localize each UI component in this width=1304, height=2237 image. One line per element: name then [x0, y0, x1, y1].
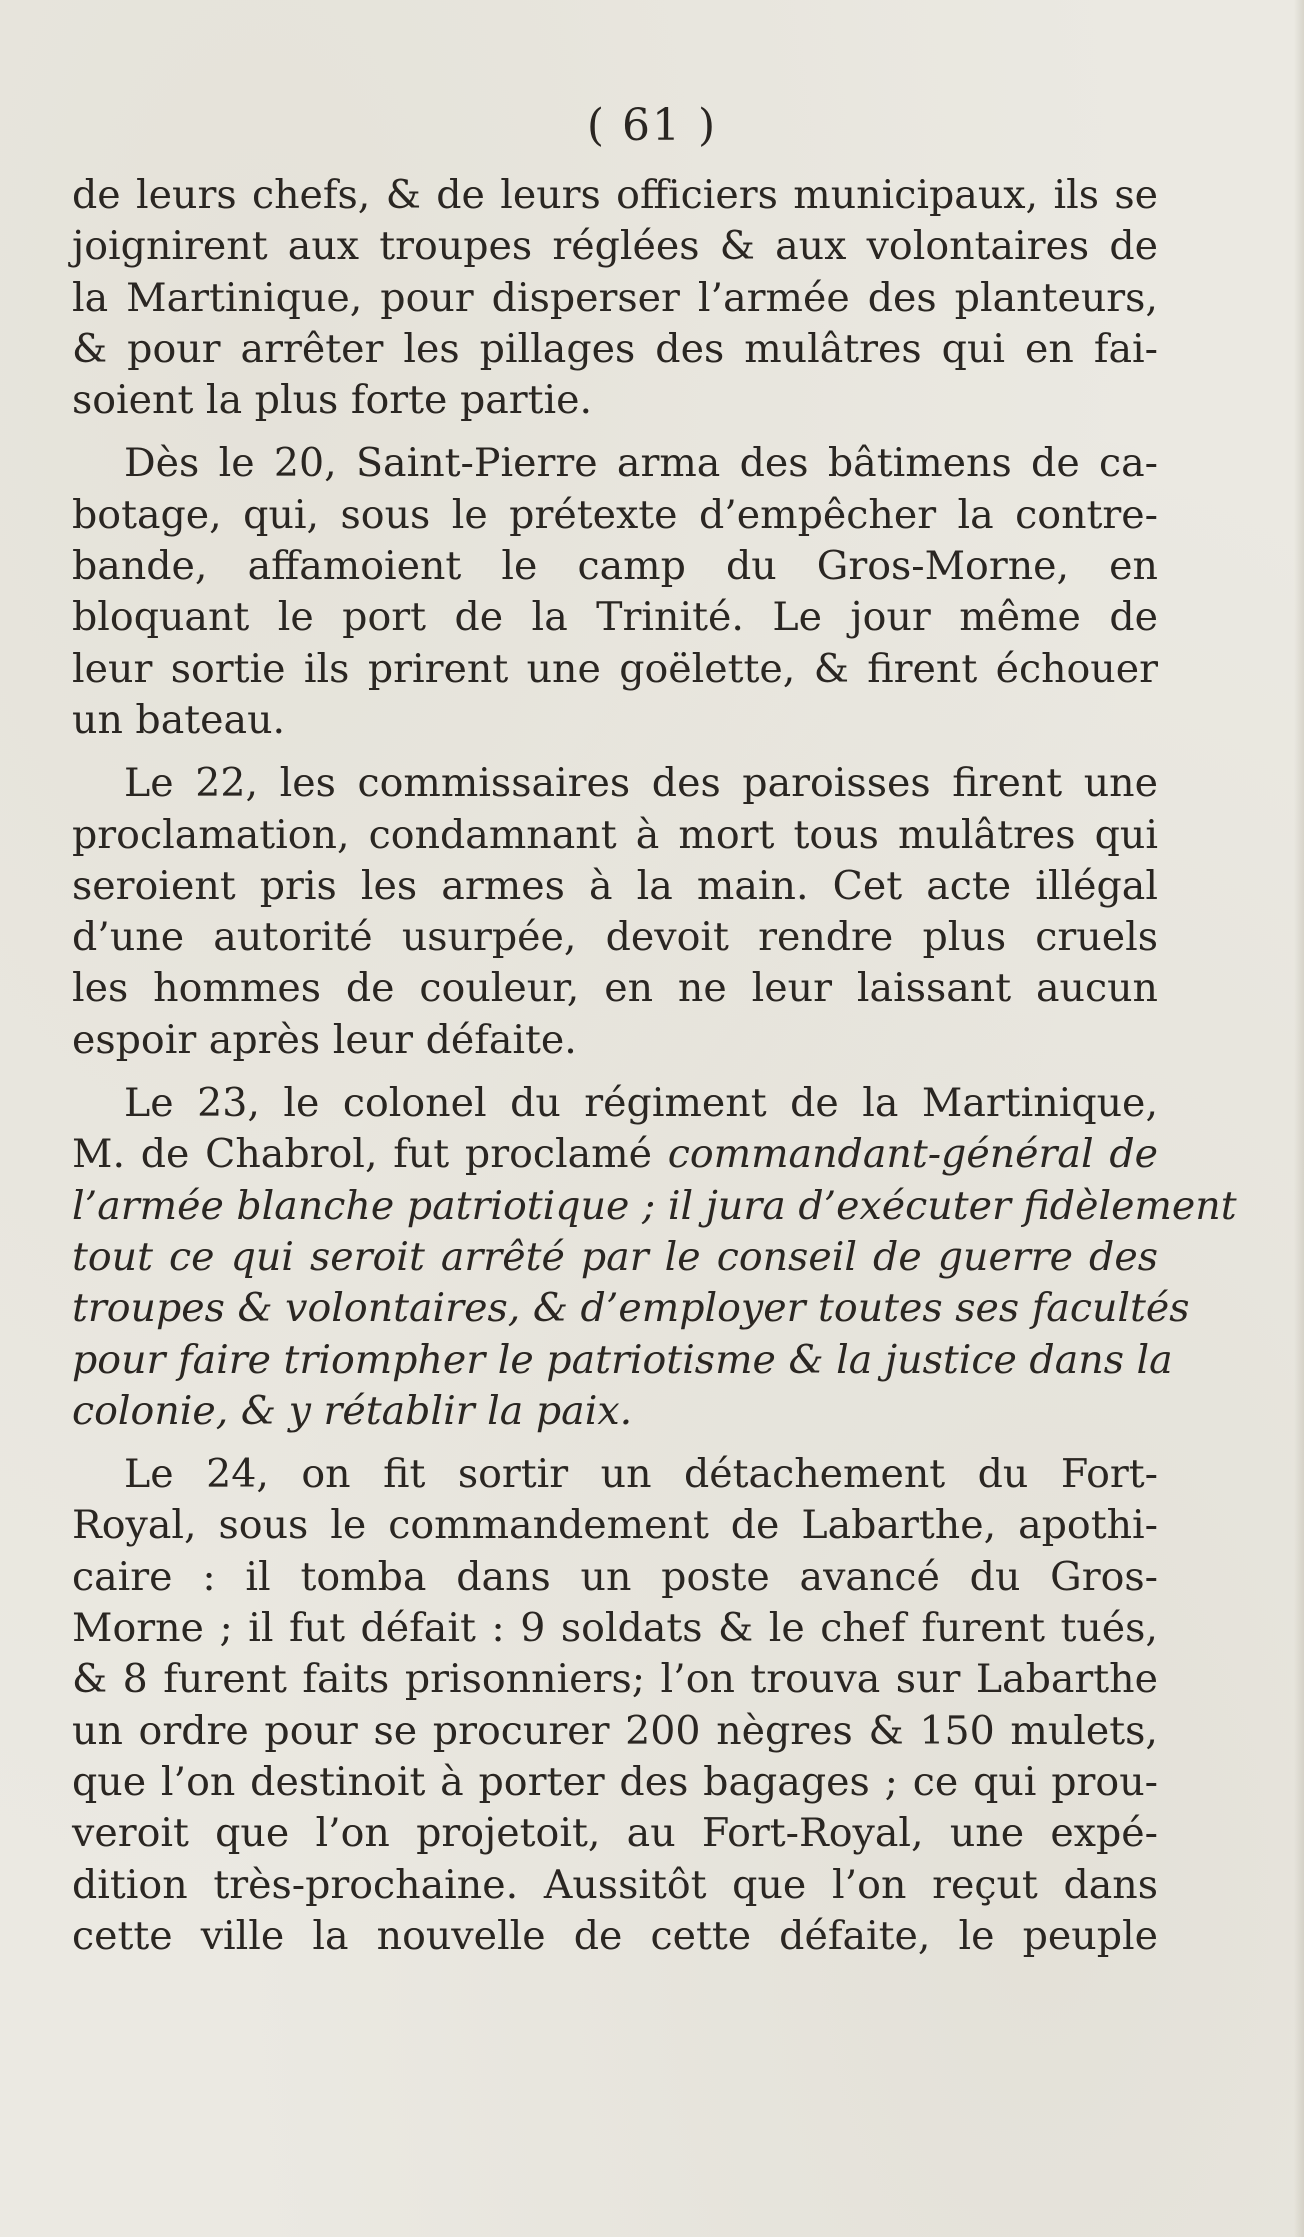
text-line: Morne ; il fut défait : 9 soldats & le chef furent tués, [72, 1605, 1158, 1652]
text-line: Le 24, on fit sortir un détachement du Fort- [124, 1451, 1158, 1498]
text-line-italic: commandant-général de [652, 1131, 1158, 1178]
text-line: botage, qui, sous le prétexte d’empêcher la contre- [72, 491, 1158, 538]
text-line: dition très-prochaine. Aussitôt que l’on reçut dans [72, 1861, 1158, 1908]
text-line: proclamation, condamnant à mort tous mulâtres qui [72, 811, 1158, 858]
text-line-italic: pour faire triompher le patriotisme & la justice dans la [72, 1336, 1173, 1383]
text-line: espoir après leur défaite. [72, 1016, 577, 1063]
text-line: la Martinique, pour disperser l’armée des planteurs, [72, 274, 1158, 321]
text-line: de leurs chefs, & de leurs officiers municipaux, ils se [72, 172, 1158, 218]
text-line: veroit que l’on projetoit, au Fort-Royal, une expé- [72, 1810, 1158, 1857]
text-line: Le 22, les commissaires des paroisses firent une [124, 760, 1158, 807]
text-line: seroient pris les armes à la main. Cet acte illégal [72, 862, 1158, 909]
text-line-italic: colonie, & y rétablir la paix. [72, 1387, 633, 1434]
page-number: ( 61 ) [586, 100, 718, 151]
text-line: & 8 furent faits prisonniers; l’on trouva sur Labarthe [72, 1656, 1158, 1703]
text-line-italic: tout ce qui seroit arrêté par le conseil de guerre des [72, 1233, 1158, 1280]
page-edge-shadow [1294, 0, 1304, 2237]
text-line: que l’on destinoit à porter des bagages ; ce qui prou- [72, 1758, 1158, 1805]
paragraph-4 [72, 1078, 1237, 1437]
text-line: d’une autorité usurpée, devoit rendre plus cruels [72, 914, 1158, 961]
text-line-italic: troupes & volontaires, & d’employer toutes ses facultés [72, 1285, 1190, 1332]
text-line: & pour arrêter les pillages des mulâtres qui en fai- [72, 325, 1158, 372]
text-line: Royal, sous le commandement de Labarthe, apothi- [72, 1502, 1158, 1549]
text-line: les hommes de couleur, en ne leur laissant aucun [72, 965, 1158, 1012]
body-text [72, 170, 1237, 1962]
text-line: caire : il tomba dans un poste avancé du Gros- [72, 1553, 1158, 1600]
paragraph-5 [72, 1449, 1158, 1962]
text-line-roman: M. de Chabrol, fut proclamé [72, 1131, 652, 1178]
paragraph-1 [72, 170, 1158, 426]
text-line: bloquant le port de la Trinité. Le jour même de [72, 594, 1158, 641]
paragraph-2 [72, 438, 1158, 746]
text-line: Dès le 20, Saint-Pierre arma des bâtimens de ca- [124, 440, 1158, 487]
text-line: cette ville la nouvelle de cette défaite, le peuple [72, 1912, 1158, 1959]
text-line: Le 23, le colonel du régiment de la Martinique, [124, 1080, 1158, 1127]
text-line: un bateau. [72, 696, 286, 743]
text-line: joignirent aux troupes réglées & aux volontaires de [72, 223, 1158, 270]
paragraph-3 [72, 758, 1158, 1066]
text-line [72, 1129, 1158, 1180]
text-line: un ordre pour se procurer 200 nègres & 150 mulets, [72, 1707, 1158, 1754]
text-line: soient la plus forte partie. [72, 377, 593, 424]
text-line-italic: l’armée blanche patriotique ; il jura d’exécuter fidèlement [72, 1182, 1237, 1229]
text-line: leur sortie ils prirent une goëlette, & firent échouer [72, 645, 1158, 692]
text-line: bande, affamoient le camp du Gros-Morne, en [72, 543, 1158, 590]
